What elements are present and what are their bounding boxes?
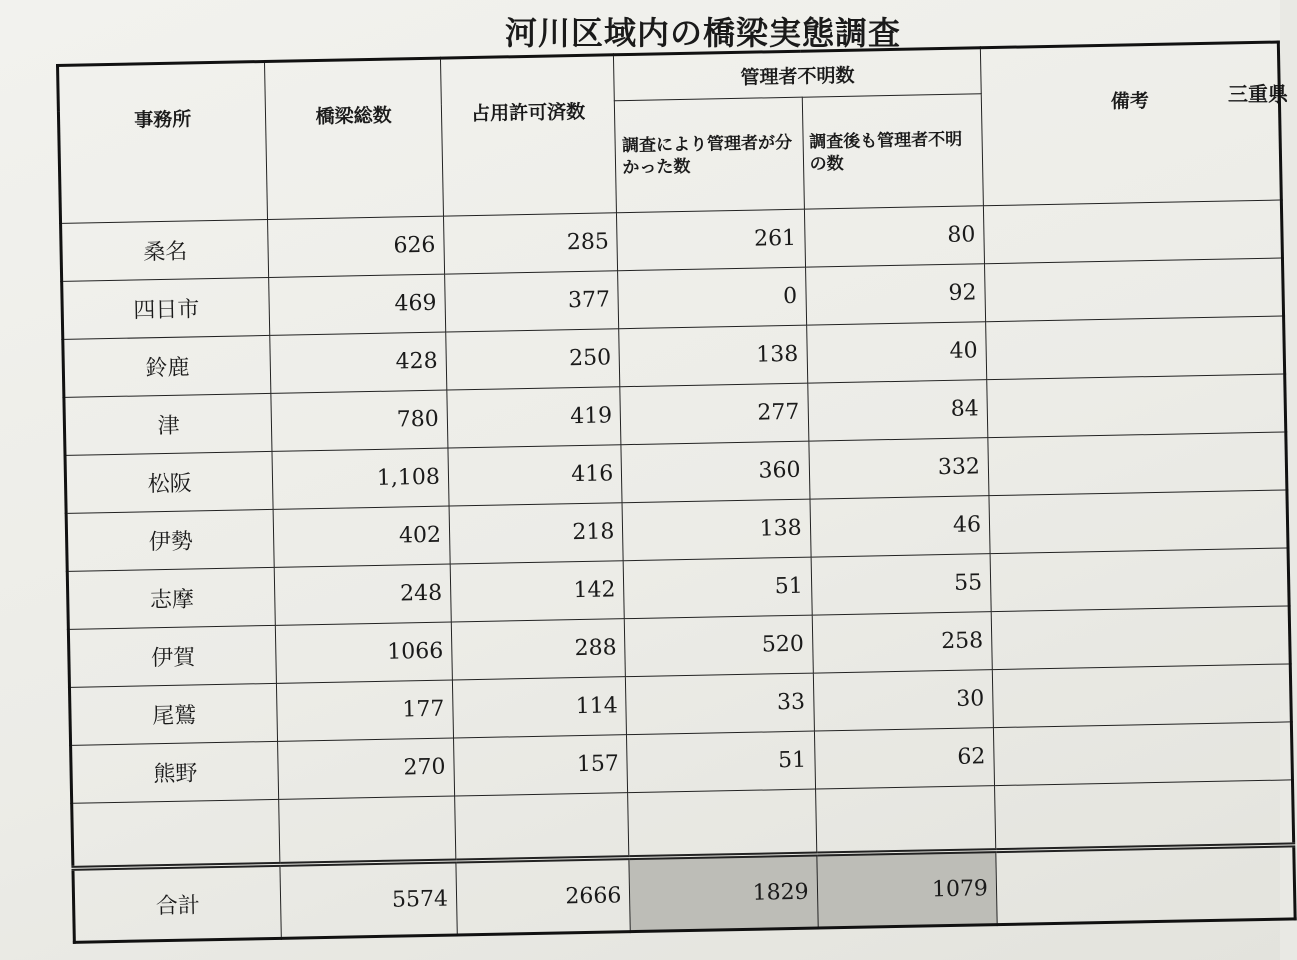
permitted-cell: 142 <box>450 561 625 622</box>
remarks-cell <box>990 548 1289 612</box>
still-unknown-cell: 46 <box>810 496 990 557</box>
blank-cell <box>279 796 456 864</box>
office-cell: 津 <box>64 393 272 455</box>
still-unknown-cell: 258 <box>812 612 992 673</box>
total-bridges-cell: 402 <box>273 506 450 567</box>
total-unknown-sum: 1079 <box>816 851 997 928</box>
office-cell: 尾鷲 <box>69 683 277 745</box>
document-title: 河川区域内の橋梁実態調査 <box>505 14 902 52</box>
header-total-bridges: 橋梁総数 <box>265 58 444 219</box>
office-cell: 松阪 <box>65 451 273 513</box>
header-permitted: 占用許可済数 <box>440 55 616 216</box>
blank-cell <box>455 793 630 861</box>
still-unknown-cell: 30 <box>813 670 993 731</box>
blank-cell <box>815 786 996 854</box>
office-cell: 鈴鹿 <box>63 335 271 397</box>
header-remarks: 備考 <box>980 42 1281 206</box>
total-bridges-cell: 1066 <box>276 622 453 683</box>
remarks-cell <box>988 432 1287 496</box>
blank-cell <box>994 780 1293 851</box>
found-by-survey-cell: 360 <box>621 441 809 503</box>
total-bridges-cell: 177 <box>277 680 454 741</box>
still-unknown-cell: 62 <box>814 728 994 789</box>
remarks-cell <box>989 490 1288 554</box>
office-cell: 伊勢 <box>66 509 274 571</box>
found-by-survey-cell: 277 <box>620 383 808 445</box>
permitted-cell: 250 <box>446 329 621 390</box>
found-by-survey-cell: 138 <box>619 325 807 387</box>
remarks-cell <box>992 664 1291 728</box>
bridge-survey-table <box>56 41 1297 944</box>
permitted-cell: 288 <box>451 619 626 680</box>
remarks-cell <box>986 316 1285 380</box>
office-cell: 熊野 <box>71 741 279 803</box>
still-unknown-cell: 80 <box>804 206 984 267</box>
total-bridges-cell: 626 <box>268 216 445 277</box>
remarks-cell <box>987 374 1286 438</box>
permitted-cell: 157 <box>453 735 628 796</box>
permitted-cell: 114 <box>452 677 627 738</box>
permitted-cell: 285 <box>443 213 618 274</box>
found-by-survey-cell: 261 <box>617 209 805 271</box>
remarks-cell <box>983 200 1282 264</box>
office-cell: 四日市 <box>62 277 270 339</box>
total-bridges-cell: 780 <box>271 390 448 451</box>
still-unknown-cell: 332 <box>808 438 988 499</box>
blank-cell <box>72 799 281 868</box>
remarks-cell <box>984 258 1283 322</box>
remarks-cell <box>993 722 1292 786</box>
table-body <box>61 200 1293 803</box>
survey-table-container <box>56 41 1297 944</box>
still-unknown-cell: 92 <box>805 264 985 325</box>
total-remarks <box>996 845 1295 925</box>
total-bridges-cell: 428 <box>270 332 447 393</box>
office-cell: 志摩 <box>67 567 275 629</box>
total-label: 合計 <box>73 864 282 942</box>
total-bridges-cell: 469 <box>269 274 446 335</box>
header-unknown-group: 管理者不明数 <box>614 48 981 101</box>
still-unknown-cell: 40 <box>806 322 986 383</box>
office-cell: 桑名 <box>61 219 269 281</box>
total-bridges-sum: 5574 <box>280 861 457 938</box>
found-by-survey-cell: 0 <box>618 267 806 329</box>
found-by-survey-cell: 33 <box>626 673 814 735</box>
header-office: 事務所 <box>58 61 268 223</box>
permitted-cell: 416 <box>448 445 623 506</box>
total-bridges-cell: 1,108 <box>272 448 449 509</box>
remarks-cell <box>991 606 1290 670</box>
permitted-cell: 377 <box>444 271 619 332</box>
still-unknown-cell: 55 <box>811 554 991 615</box>
found-by-survey-cell: 138 <box>622 499 810 561</box>
found-by-survey-cell: 51 <box>623 557 811 619</box>
blank-cell <box>628 789 816 858</box>
organization-label: 三重県 <box>1228 82 1288 106</box>
header-still-unknown: 調査後も管理者不明の数 <box>802 94 983 209</box>
office-cell: 伊賀 <box>68 625 276 687</box>
found-by-survey-cell: 51 <box>627 731 815 793</box>
permitted-cell: 419 <box>447 387 622 448</box>
total-bridges-cell: 248 <box>275 564 452 625</box>
total-bridges-cell: 270 <box>278 738 455 799</box>
total-permitted-sum: 2666 <box>456 858 631 935</box>
header-found-by-survey: 調査により管理者が分かった数 <box>615 97 804 213</box>
total-found-sum: 1829 <box>629 854 818 932</box>
still-unknown-cell: 84 <box>807 380 987 441</box>
permitted-cell: 218 <box>449 503 624 564</box>
found-by-survey-cell: 520 <box>625 615 813 677</box>
